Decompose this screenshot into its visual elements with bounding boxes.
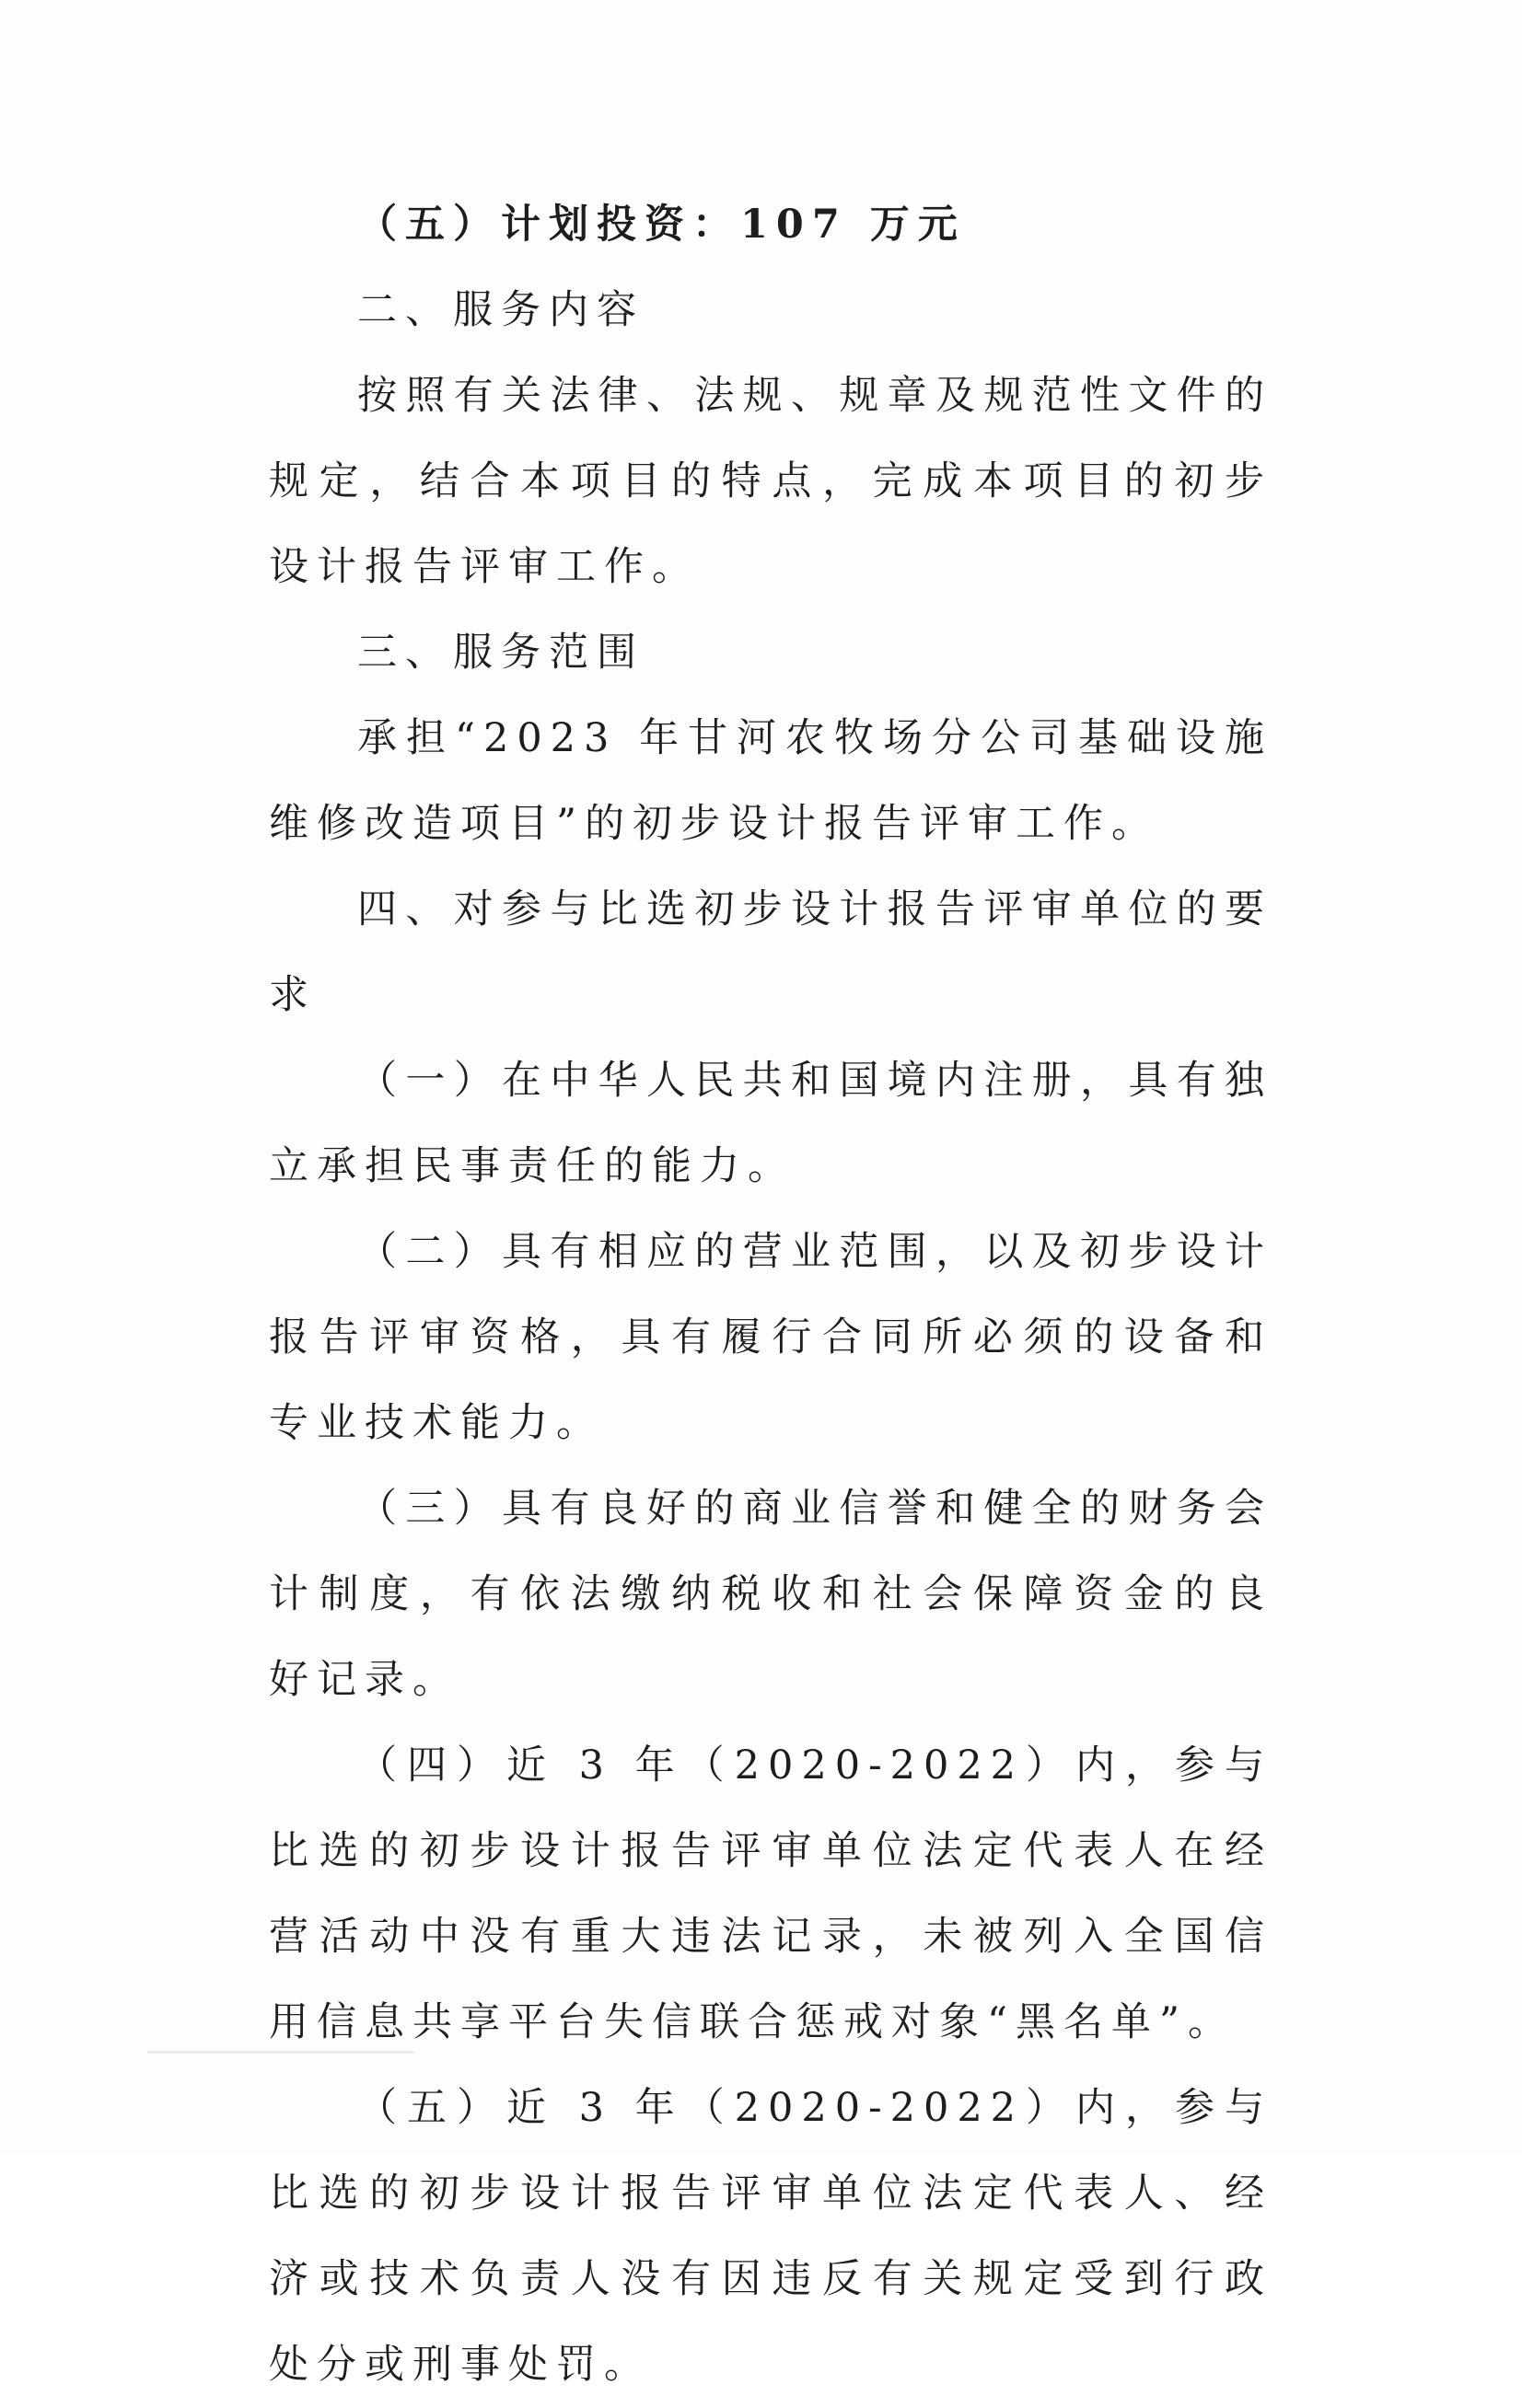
service-scope-paragraph: 承担“2023 年甘河农牧场分公司基础设施维修改造项目”的初步设计报告评审工作。 bbox=[269, 715, 1272, 847]
section-heading-service-scope: 三、服务范围 bbox=[357, 630, 645, 676]
service-content-paragraph: 按照有关法律、法规、规章及规范性文件的规定，结合本项目的特点，完成本项目的初步设计报告评审工作。 bbox=[269, 373, 1272, 590]
document-body bbox=[269, 182, 1272, 2408]
requirement-1-paragraph: （一）在中华人民共和国境内注册，具有独立承担民事责任的能力。 bbox=[269, 1058, 1272, 1189]
section-heading-service-content: 二、服务内容 bbox=[357, 287, 645, 333]
requirement-4-paragraph: （四）近 3 年（2020-2022）内，参与比选的初步设计报告评审单位法定代表人在经营活动中没有重大违法记录，未被列入全国信用信息共享平台失信联合惩戒对象“黑名单”。 bbox=[269, 1742, 1272, 2045]
requirement-2-paragraph: （二）具有相应的营业范围，以及初步设计报告评审资格，具有履行合同所必须的设备和专业技术能力。 bbox=[269, 1229, 1272, 1446]
section-heading-requirements: 四、对参与比选初步设计报告评审单位的要求 bbox=[269, 886, 1272, 1018]
planned-investment-line: （五）计划投资：107 万元 bbox=[357, 202, 966, 248]
requirement-3-paragraph: （三）具有良好的商业信誉和健全的财务会计制度，有依法缴纳税收和社会保障资金的良好记录。 bbox=[269, 1486, 1272, 1703]
scan-artifact-line bbox=[147, 2051, 414, 2054]
requirement-5-paragraph: （五）近 3 年（2020-2022）内，参与比选的初步设计报告评审单位法定代表人、经济或技术负责人没有因违反有关规定受到行政处分或刑事处罚。 bbox=[269, 2085, 1272, 2388]
